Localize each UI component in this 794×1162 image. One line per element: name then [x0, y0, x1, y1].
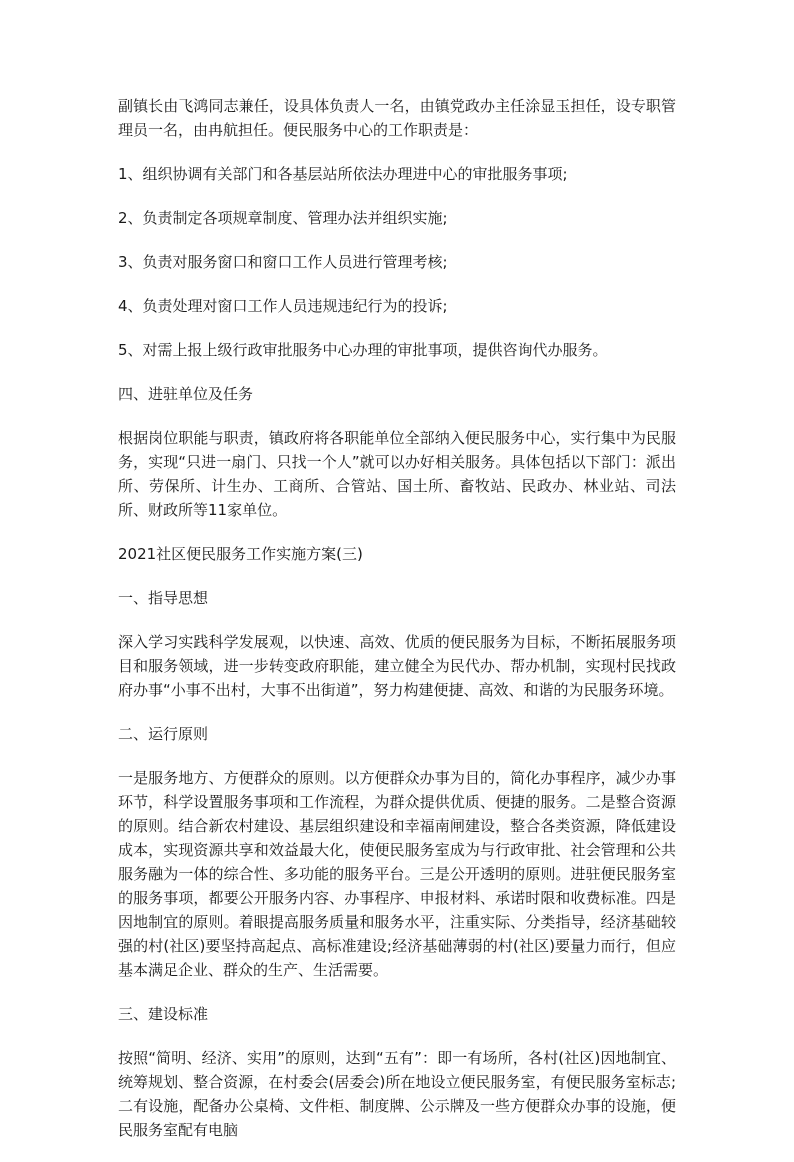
section-heading-guiding: 一、指导思想 [118, 589, 209, 607]
paragraph-standards: 按照“简明、经济、实用”的原则，达到“五有”：即一有场所，各村(社区)因地制宜、统筹规划、整合资源，在村委会(居委会)所在地设立便民服务室，有便民服务室标志;二有设施，配备办公桌椅、文件柜、制度牌、公示牌及一些方便群众办事的设施，便民服务室配有电脑 [118, 1049, 676, 1139]
duty-item-5: 5、对需上报上级行政审批服务中心办理的审批事项，提供咨询代办服务。 [118, 341, 608, 359]
section-heading-standards: 三、建设标准 [118, 1005, 209, 1023]
section-heading-principles: 二、运行原则 [118, 725, 209, 743]
section-heading-units: 四、进驻单位及任务 [118, 385, 254, 403]
paragraph-units: 根据岗位职能与职责，镇政府将各职能单位全部纳入便民服务中心，实行集中为民服务，实现“只进一扇门、只找一个人”就可以办好相关服务。具体包括以下部门：派出所、劳保所、计生办、工商所、合管站、国土所、畜牧站、民政办、林业站、司法所、财政所等11家单位。 [118, 429, 676, 519]
paragraph-guiding: 深入学习实践科学发展观，以快速、高效、优质的便民服务为目标，不断拓展服务项目和服务领域，进一步转变政府职能，建立健全为民代办、帮办机制，实现村民找政府办事“小事不出村，大事不出街道”，努力构建便捷、高效、和谐的为民服务环境。 [118, 633, 676, 699]
duty-item-2: 2、负责制定各项规章制度、管理办法并组织实施; [118, 209, 448, 227]
document-body [118, 94, 676, 1162]
duty-item-3: 3、负责对服务窗口和窗口工作人员进行管理考核; [118, 253, 448, 271]
duty-item-1: 1、组织协调有关部门和各基层站所依法办理进中心的审批服务事项; [118, 165, 568, 183]
paragraph-principles: 一是服务地方、方便群众的原则。以方便群众办事为目的，简化办事程序，减少办事环节，科学设置服务事项和工作流程，为群众提供优质、便捷的服务。二是整合资源的原则。结合新农村建设、基层组织建设和幸福南闸建设，整合各类资源，降低建设成本，实现资源共享和效益最大化，使便民服务室成为与行政审批、社会管理和公共服务融为一体的综合性、多功能的服务平台。三是公开透明的原则。进驻便民服务室的服务事项，都要公开服务内容、办事程序、申报材料、承诺时限和收费标准。四是因地制宜的原则。着眼提高服务质量和服务水平，注重实际、分类指导，经济基础较强的村(社区)要坚持高起点、高标准建设;经济基础薄弱的村(社区)要量力而行，但应基本满足企业、群众的生产、生活需要。 [118, 769, 676, 979]
duty-item-4: 4、负责处理对窗口工作人员违规违纪行为的投诉; [118, 297, 448, 315]
document-title: 2021社区便民服务工作实施方案(三) [118, 545, 363, 563]
paragraph-leadership: 副镇长由飞鸿同志兼任，设具体负责人一名，由镇党政办主任涂显玉担任，设专职管理员一名，由冉航担任。便民服务中心的工作职责是： [118, 97, 676, 139]
